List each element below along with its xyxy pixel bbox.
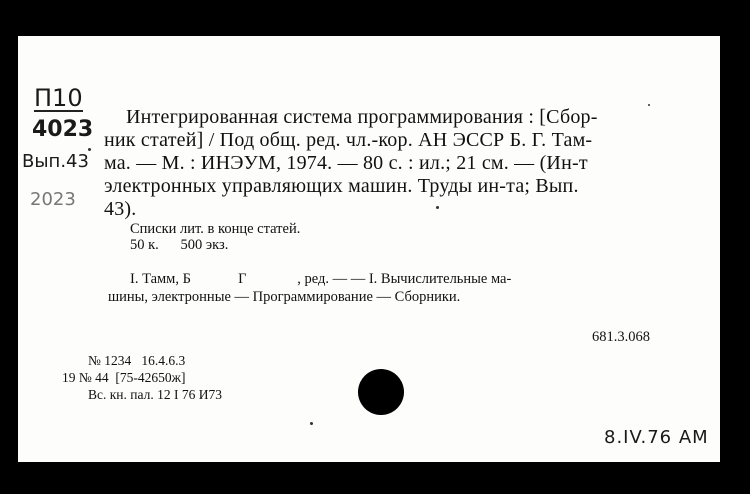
handwritten-date: 8.IV.76 AM xyxy=(604,427,709,448)
title-line-2: ник статей] / Под общ. ред. чл.-кор. АН ЭССР Б. Г. Там- xyxy=(104,129,593,151)
subject-line-2: шины, электронные — Программирование — Сборники. xyxy=(108,289,461,305)
price-and-print-run: 50 к. 500 экз. xyxy=(130,237,229,253)
catalog-line-3: Вс. кн. пал. 12 I 76 И73 xyxy=(88,387,222,402)
handwritten-number: 4023 xyxy=(32,117,94,142)
title-line-3: ма. — М. : ИНЭУМ, 1974. — 80 с. : ил.; 21 см. — (Ин-т xyxy=(104,152,588,174)
title-line-5: 43). xyxy=(104,198,137,220)
speck xyxy=(88,148,91,151)
speck xyxy=(648,104,650,106)
card-punch-hole xyxy=(358,369,404,415)
speck xyxy=(436,206,439,209)
classification-code: 681.3.068 xyxy=(592,329,650,345)
catalog-line-1: № 1234 16.4.6.3 xyxy=(88,353,186,368)
speck xyxy=(310,422,313,425)
handwritten-mark: 2023 xyxy=(30,189,76,210)
handwritten-issue: Вып.43 xyxy=(22,151,89,172)
catalog-line-2: 19 № 44 [75-42650ж] xyxy=(62,370,186,385)
bibliography-note: Списки лит. в конце статей. xyxy=(130,221,301,237)
handwritten-shelf-code: П10 xyxy=(34,84,83,112)
subject-line-1: I. Тамм, Б Г , ред. — — I. Вычислительные ма- xyxy=(130,271,512,287)
title-line-4: электронных управляющих машин. Труды ин-та; Вып. xyxy=(104,175,579,197)
title-line-1: Интегрированная система программирования : [Сбор- xyxy=(126,106,598,128)
